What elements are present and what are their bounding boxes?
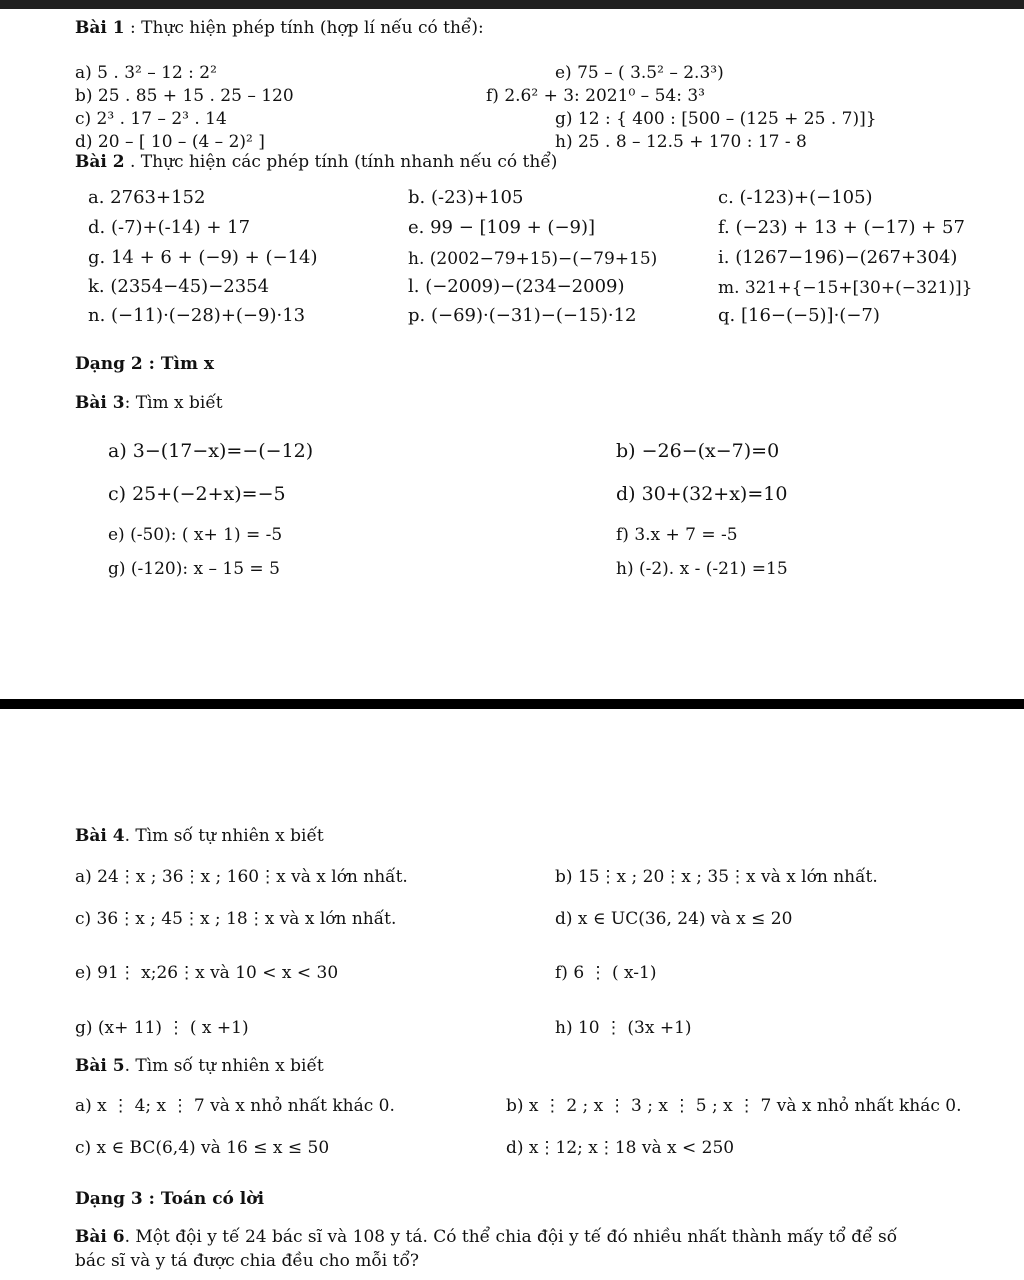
bai5-item: c) x ∈ BC(6,4) và 16 ≤ x ≤ 50	[75, 1138, 330, 1158]
bai1-item: e) 75 – ( 3.5² – 2.3³)	[555, 63, 724, 83]
section-divider	[0, 699, 1024, 709]
bai2-item: n. (−11)·(−28)+(−9)·13	[88, 305, 306, 326]
bai4-item: h) 10 ⋮ (3x +1)	[555, 1018, 692, 1038]
bai2-item: e. 99 − [109 + (−9)]	[408, 217, 596, 238]
bai6-line1: Bài 6. Một đội y tế 24 bác sĩ và 108 y tá. Có thể chia đội y tế đó nhiều nhất thành mấy tổ để số	[75, 1227, 898, 1247]
bai5-item: a) x ⋮ 4; x ⋮ 7 và x nhỏ nhất khác 0.	[75, 1096, 395, 1116]
bai1-item: f) 2.6² + 3: 2021⁰ – 54: 3³	[486, 86, 705, 106]
bai3-item: h) (-2). x - (-21) =15	[616, 559, 788, 579]
bai4-item: d) x ∈ UC(36, 24) và x ≤ 20	[555, 909, 793, 929]
bai4-item: b) 15⋮x ; 20⋮x ; 35⋮x và x lớn nhất.	[555, 867, 878, 887]
bai3-item: d) 30+(32+x)=10	[616, 483, 788, 505]
bai2-item: k. (2354−45)−2354	[88, 276, 270, 297]
bai4-title: Bài 4. Tìm số tự nhiên x biết	[75, 826, 324, 846]
bai1-title: Bài 1 : Thực hiện phép tính (hợp lí nếu có thể):	[75, 18, 484, 38]
bai6-line2: bác sĩ và y tá được chia đều cho mỗi tổ?	[75, 1251, 419, 1271]
bai1-item: d) 20 – [ 10 – (4 – 2)² ]	[75, 132, 265, 152]
bai4-item: f) 6 ⋮ ( x-1)	[555, 963, 657, 983]
dang3-heading: Dạng 3 : Toán có lời	[75, 1189, 265, 1209]
bai2-item: f. (−23) + 13 + (−17) + 57	[718, 217, 965, 238]
bai1-item: g) 12 : { 400 : [500 – (125 + 25 . 7)]}	[555, 109, 877, 129]
bai2-item: i. (1267−196)−(267+304)	[718, 247, 958, 268]
bai2-item: h. (2002−79+15)−(−79+15)	[408, 249, 658, 269]
bai2-item: l. (−2009)−(234−2009)	[408, 276, 625, 297]
bai2-item: c. (-123)+(−105)	[718, 187, 873, 208]
bai2-item: p. (−69)·(−31)−(−15)·12	[408, 305, 637, 326]
bai3-item: g) (-120): x – 15 = 5	[108, 559, 280, 579]
bai2-item: d. (-7)+(-14) + 17	[88, 217, 251, 238]
bai2-item: b. (-23)+105	[408, 187, 524, 208]
bai2-item: g. 14 + 6 + (−9) + (−14)	[88, 247, 318, 268]
bai4-item: e) 91⋮ x;26⋮x và 10 < x < 30	[75, 963, 339, 983]
bai3-item: c) 25+(−2+x)=−5	[108, 483, 286, 505]
bai5-title: Bài 5. Tìm số tự nhiên x biết	[75, 1056, 324, 1076]
bai3-item: b) −26−(x−7)=0	[616, 440, 780, 462]
bai3-item: f) 3.x + 7 = -5	[616, 525, 738, 545]
bai2-item: m. 321+{−15+[30+(−321)]}	[718, 278, 973, 298]
bai3-item: e) (-50): ( x+ 1) = -5	[108, 525, 283, 545]
dang2-heading: Dạng 2 : Tìm x	[75, 354, 215, 374]
bai2-title: Bài 2 . Thực hiện các phép tính (tính nhanh nếu có thể)	[75, 152, 558, 172]
bai4-item: a) 24⋮x ; 36⋮x ; 160⋮x và x lớn nhất.	[75, 867, 408, 887]
bai4-item: c) 36⋮x ; 45⋮x ; 18⋮x và x lớn nhất.	[75, 909, 397, 929]
bai1-item: a) 5 . 3² – 12 : 2²	[75, 63, 217, 83]
bai3-item: a) 3−(17−x)=−(−12)	[108, 440, 314, 462]
top-edge-bar	[0, 0, 1024, 9]
bai5-item: b) x ⋮ 2 ; x ⋮ 3 ; x ⋮ 5 ; x ⋮ 7 và x nhỏ nhất khác 0.	[506, 1096, 962, 1116]
bai2-item: q. [16−(−5)]·(−7)	[718, 305, 880, 326]
bai1-item: h) 25 . 8 – 12.5 + 170 : 17 - 8	[555, 132, 807, 152]
bai1-item: c) 2³ . 17 – 2³ . 14	[75, 109, 227, 129]
bai5-item: d) x⋮12; x⋮18 và x < 250	[506, 1138, 735, 1158]
bai2-item: a. 2763+152	[88, 187, 206, 208]
bai4-item: g) (x+ 11) ⋮ ( x +1)	[75, 1018, 249, 1038]
bai3-title: Bài 3: Tìm x biết	[75, 393, 223, 413]
bai1-item: b) 25 . 85 + 15 . 25 – 120	[75, 86, 294, 106]
